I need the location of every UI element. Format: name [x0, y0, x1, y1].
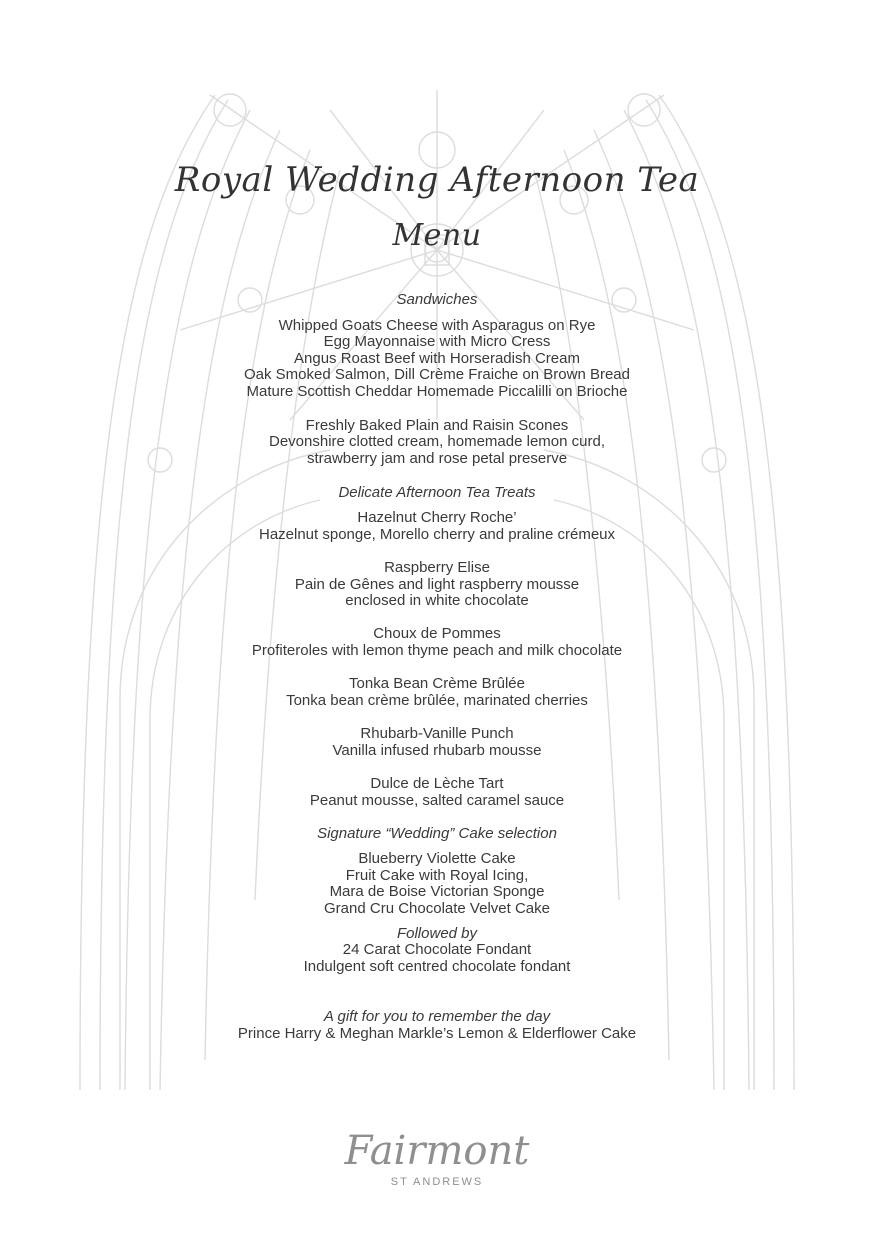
- treat-title: Hazelnut Cherry Roche’: [357, 509, 517, 526]
- scones-description: Devonshire clotted cream, homemade lemon curd,: [269, 433, 605, 450]
- cake-heading: Signature “Wedding” Cake selection: [317, 825, 557, 842]
- sandwich-item: Mature Scottish Cheddar Homemade Piccalilli on Brioche: [246, 383, 628, 400]
- cake-item: Fruit Cake with Royal Icing,: [345, 867, 529, 884]
- treat-title: Rhubarb-Vanille Punch: [360, 725, 514, 742]
- followed-heading: Followed by: [396, 925, 478, 942]
- menu-title: Royal Wedding Afternoon Tea: [174, 160, 700, 200]
- treat-description: Profiteroles with lemon thyme peach and milk chocolate: [251, 642, 623, 659]
- sandwich-item: Oak Smoked Salmon, Dill Crème Fraiche on Brown Bread: [244, 366, 630, 383]
- sandwich-item: Egg Mayonnaise with Micro Cress: [323, 333, 551, 350]
- scones-title: Freshly Baked Plain and Raisin Scones: [305, 417, 569, 434]
- menu-subtitle: Menu: [392, 218, 482, 253]
- fairmont-location: ST ANDREWS: [390, 1176, 484, 1188]
- sandwich-item: Whipped Goats Cheese with Asparagus on Rye: [278, 317, 596, 334]
- cake-item: Grand Cru Chocolate Velvet Cake: [324, 900, 550, 917]
- treat-description: Pain de Gênes and light raspberry mousse: [294, 576, 580, 593]
- treat-description: Tonka bean crème brûlée, marinated cherries: [286, 692, 588, 709]
- scones-description: strawberry jam and rose petal preserve: [306, 450, 568, 467]
- sandwich-item: Angus Roast Beef with Horseradish Cream: [294, 350, 580, 367]
- sandwiches-heading: Sandwiches: [396, 291, 478, 308]
- treat-title: Tonka Bean Crème Brûlée: [349, 675, 525, 692]
- gift-item: Prince Harry & Meghan Markle’s Lemon & Elderflower Cake: [237, 1025, 637, 1042]
- treat-title: Raspberry Elise: [384, 559, 490, 576]
- followed-description: Indulgent soft centred chocolate fondant: [303, 958, 571, 975]
- cake-item: Mara de Boise Victorian Sponge: [329, 883, 545, 900]
- followed-item: 24 Carat Chocolate Fondant: [342, 941, 532, 958]
- treat-description: enclosed in white chocolate: [345, 592, 529, 609]
- gift-heading: A gift for you to remember the day: [323, 1008, 551, 1025]
- treat-description: Hazelnut sponge, Morello cherry and praline crémeux: [258, 526, 615, 543]
- treat-title: Dulce de Lèche Tart: [370, 775, 504, 792]
- cake-item: Blueberry Violette Cake: [358, 850, 516, 867]
- fairmont-logo: Fairmont: [344, 1128, 530, 1174]
- treat-description: Vanilla infused rhubarb mousse: [332, 742, 542, 759]
- treat-title: Choux de Pommes: [373, 625, 501, 642]
- treats-heading: Delicate Afternoon Tea Treats: [338, 484, 536, 501]
- treat-description: Peanut mousse, salted caramel sauce: [309, 792, 565, 809]
